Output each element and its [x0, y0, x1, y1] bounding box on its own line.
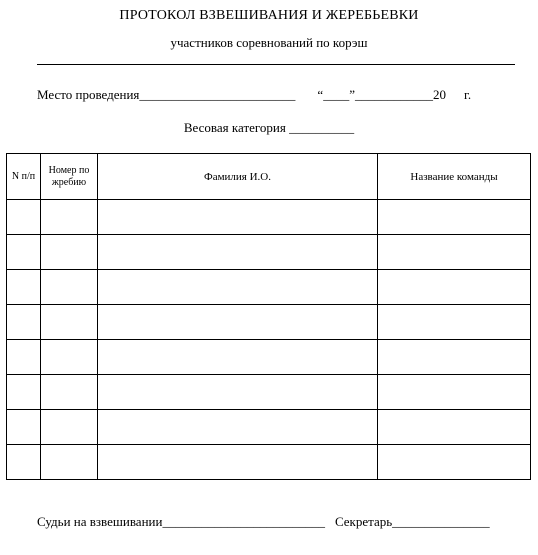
table-cell — [98, 200, 378, 235]
table-cell — [378, 375, 531, 410]
table-cell — [41, 340, 98, 375]
table-cell — [98, 305, 378, 340]
judges-label: Судьи на взвешивании — [37, 514, 163, 529]
table-cell — [41, 235, 98, 270]
weight-category-blank: __________ — [289, 120, 355, 135]
table-row — [7, 235, 531, 270]
table-cell — [7, 410, 41, 445]
secretary-blank: _______________ — [392, 514, 490, 529]
table-cell — [7, 270, 41, 305]
table-cell — [378, 410, 531, 445]
day-blank: ____ — [323, 87, 350, 102]
table-row — [7, 305, 531, 340]
table-cell — [98, 375, 378, 410]
weight-category-label: Весовая категория — [183, 120, 286, 135]
title-rule — [37, 64, 515, 65]
table-cell — [98, 340, 378, 375]
document-title: ПРОТОКОЛ ВЗВЕШИВАНИЯ И ЖЕРЕБЬЕВКИ — [119, 8, 419, 23]
table-cell — [378, 270, 531, 305]
judges-blank: _________________________ — [162, 514, 325, 529]
column-header-name: Фамилия И.О. — [98, 154, 378, 200]
table-row — [7, 200, 531, 235]
table-cell — [98, 270, 378, 305]
year-suffix: г. — [463, 87, 472, 102]
table-row — [7, 410, 531, 445]
venue-date-line — [37, 87, 471, 103]
table-cell — [98, 445, 378, 480]
table-cell — [7, 305, 41, 340]
table-cell — [378, 305, 531, 340]
weight-category-line — [0, 120, 538, 136]
table-cell — [7, 375, 41, 410]
venue-label: Место проведения — [37, 87, 140, 102]
column-header-team: Название команды — [378, 154, 531, 200]
table-cell — [41, 200, 98, 235]
document-subtitle: участников соревнований по корэш — [170, 35, 368, 50]
table-row — [7, 340, 531, 375]
quote-open: “ — [317, 87, 324, 102]
table-cell — [7, 235, 41, 270]
signature-line — [37, 514, 490, 530]
table-row — [7, 375, 531, 410]
table-cell — [378, 200, 531, 235]
table-cell — [7, 445, 41, 480]
venue-blank: ________________________ — [139, 87, 296, 102]
table-cell — [378, 340, 531, 375]
table-cell — [41, 305, 98, 340]
table-row — [7, 445, 531, 480]
secretary-label: Секретарь — [334, 514, 393, 529]
table-cell — [7, 200, 41, 235]
column-header-lot: Номер по жребию — [41, 154, 98, 200]
table-cell — [98, 410, 378, 445]
table-cell — [41, 270, 98, 305]
table-cell — [378, 445, 531, 480]
month-blank: ____________ — [354, 87, 433, 102]
column-header-number: N п/п — [7, 154, 41, 200]
protocol-table — [6, 153, 531, 480]
table-cell — [41, 410, 98, 445]
table-cell — [41, 445, 98, 480]
year-prefix: 20 — [432, 87, 446, 102]
table-cell — [98, 235, 378, 270]
quote-close: ” — [349, 87, 355, 102]
table-row — [7, 270, 531, 305]
table-cell — [7, 340, 41, 375]
table-cell — [378, 235, 531, 270]
table-header-row — [7, 154, 531, 200]
table-cell — [41, 375, 98, 410]
